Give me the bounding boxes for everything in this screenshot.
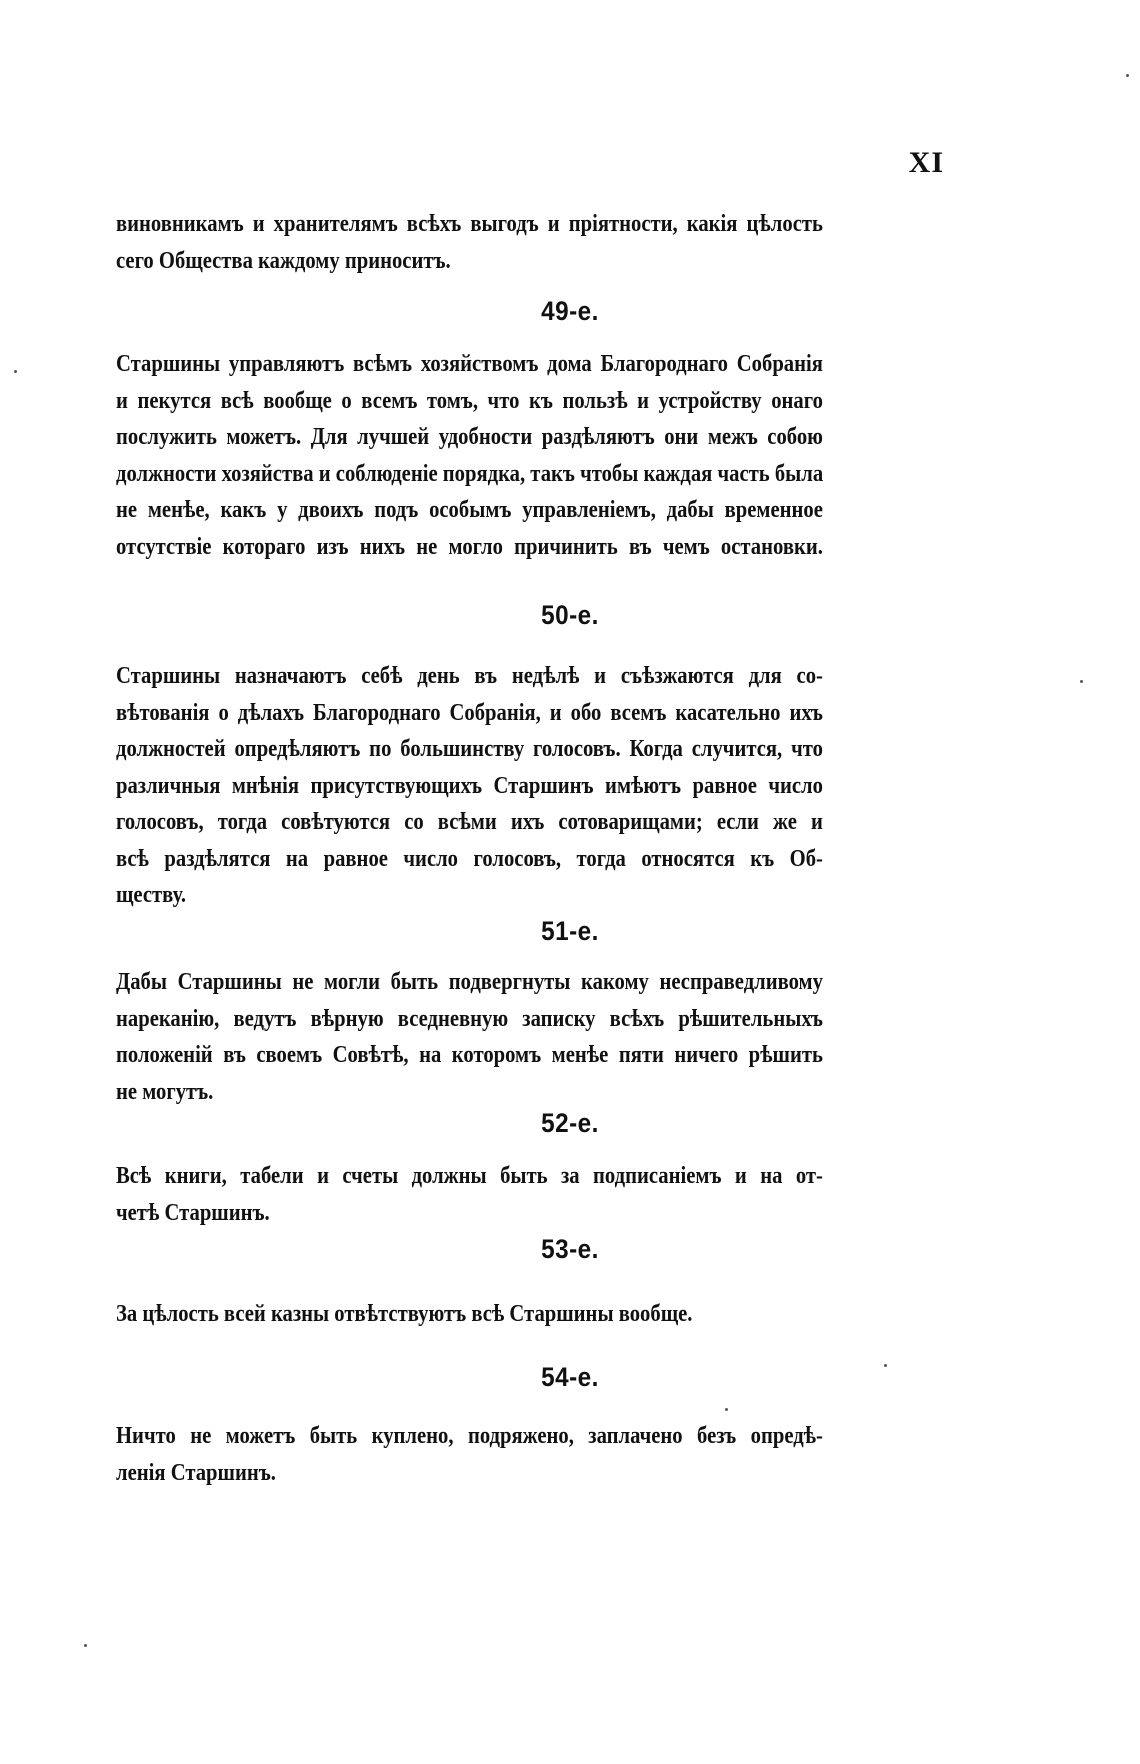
text-line: различныя мнѣнія присутствующихъ Старшинъ имѣютъ равное число <box>116 772 823 799</box>
text-line: должности хозяйства и соблюденіе порядка, такъ чтобы каждая часть была <box>116 460 824 487</box>
text-line: не менѣе, какъ у двоихъ подъ особымъ управленіемъ, дабы временное <box>116 497 823 523</box>
scan-speck <box>1126 74 1129 77</box>
intro-paragraph <box>116 206 823 279</box>
section-heading-51: 51-е. <box>541 916 599 946</box>
section-paragraph-49 <box>116 346 823 565</box>
section-heading-50: 50-е. <box>541 600 599 630</box>
section-heading-53: 53-е. <box>541 1234 599 1264</box>
section-paragraph-54 <box>116 1418 823 1491</box>
scan-speck <box>14 370 17 373</box>
scan-speck <box>884 1364 887 1367</box>
text-line: отсутствіе котораго изъ нихъ не могло причинить въ чемъ остановки. <box>116 533 823 560</box>
page-number: XI <box>908 146 944 179</box>
text-line: нареканію, ведутъ вѣрную вседневную записку всѣхъ рѣшительныхъ <box>116 1005 823 1032</box>
text-line: За цѣлость всей казны отвѣтствуютъ всѣ Старшины вообще. <box>116 1301 693 1327</box>
scan-speck <box>725 1408 728 1411</box>
text-line: сего Общества каждому приноситъ. <box>116 247 451 274</box>
scan-speck <box>1080 680 1083 683</box>
text-line: послужить можетъ. Для лучшей удобности раздѣляютъ они межъ собою <box>116 424 823 450</box>
text-line: и пекутся всѣ вообще о всемъ томъ, что къ пользѣ и устройству онаго <box>116 387 823 414</box>
text-line: ществу. <box>116 882 186 908</box>
section-paragraph-50 <box>116 658 823 914</box>
text-line: голосовъ, тогда совѣтуются со всѣми ихъ сотоварищами; если же и <box>116 809 823 835</box>
text-line: вѣтованія о дѣлахъ Благороднаго Собранія, и обо всемъ касательно ихъ <box>116 699 823 726</box>
scan-speck <box>84 1644 87 1647</box>
section-paragraph-53 <box>116 1296 823 1333</box>
section-paragraph-52 <box>116 1158 823 1231</box>
text-line: четѣ Старшинъ. <box>116 1199 270 1226</box>
section-heading-49: 49-е. <box>541 296 599 326</box>
text-line: Всѣ книги, табели и счеты должны быть за подписаніемъ и на от- <box>116 1163 823 1189</box>
text-line: Старшины назначаютъ себѣ день въ недѣлѣ и съѣзжаются для со- <box>116 663 823 689</box>
text-line: Старшины управляютъ всѣмъ хозяйствомъ дома Благороднаго Собранія <box>116 351 823 377</box>
section-heading-52: 52-е. <box>541 1108 599 1138</box>
section-heading-54: 54-е. <box>541 1362 599 1392</box>
text-line: Дабы Старшины не могли быть подвергнуты какому несправедливому <box>116 969 823 995</box>
text-line: должностей опредѣляютъ по большинству голосовъ. Когда случится, что <box>116 736 823 762</box>
text-line: ленія Старшинъ. <box>116 1459 276 1486</box>
section-paragraph-51 <box>116 964 823 1110</box>
text-line: положеній въ своемъ Совѣтѣ, на которомъ менѣе пяти ничего рѣшить <box>116 1042 823 1068</box>
text-line: всѣ раздѣлятся на равное число голосовъ, тогда относятся къ Об- <box>116 845 823 872</box>
text-line: Ничто не можетъ быть куплено, подряжено, заплачено безъ опредѣ- <box>116 1423 823 1449</box>
text-line: не могутъ. <box>116 1078 214 1105</box>
text-line: виновникамъ и хранителямъ всѣхъ выгодъ и пріятности, какія цѣлость <box>116 211 823 237</box>
